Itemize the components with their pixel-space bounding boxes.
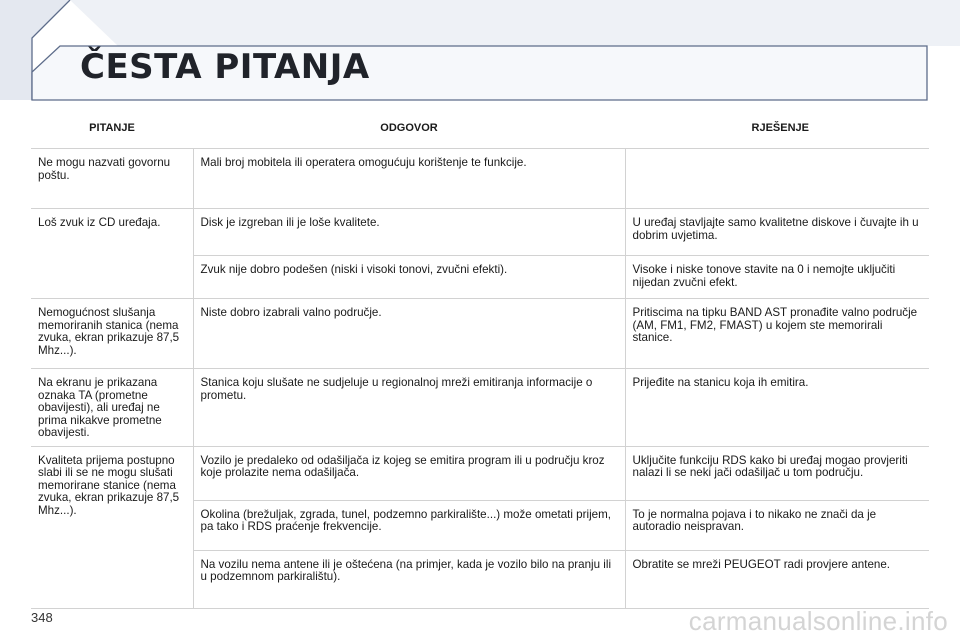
answer-cell: Zvuk nije dobro podešen (niski i visoki tonovi, zvučni efekti). xyxy=(193,256,625,299)
question-cell: Loš zvuk iz CD uređaja. xyxy=(31,209,193,299)
table-row xyxy=(31,149,929,209)
question-cell: Na ekranu je prikazana oznaka TA (prometne obavijesti), ali uređaj ne prima nikakve prometne obavijesti. xyxy=(31,369,193,447)
solution-cell: To je normalna pojava i to nikako ne znači da je autoradio neispravan. xyxy=(625,500,929,550)
answer-cell: Disk je izgreban ili je loše kvalitete. xyxy=(193,209,625,256)
table-row xyxy=(31,446,929,500)
question-cell: Nemogućnost slušanja memoriranih stanica (nema zvuka, ekran prikazuje 87,5 Mhz...). xyxy=(31,299,193,369)
solution-cell xyxy=(625,149,929,209)
answer-cell: Niste dobro izabrali valno područje. xyxy=(193,299,625,369)
faq-table xyxy=(31,108,929,609)
watermark: carmanualsonline.info xyxy=(688,606,948,636)
answer-cell: Vozilo je predaleko od odašiljača iz kojeg se emitira program ili u području kroz koje prolazite nema odašiljača. xyxy=(193,446,625,500)
answer-cell: Okolina (brežuljak, zgrada, tunel, podzemno parkiralište...) može ometati prijem, pa tako i RDS praćenje frekvencije. xyxy=(193,500,625,550)
solution-cell: Visoke i niske tonove stavite na 0 i nemojte uključiti nijedan zvučni efekt. xyxy=(625,256,929,299)
answer-cell: Na vozilu nema antene ili je oštećena (na primjer, kada je vozilo bilo na pranju ili u podzemnom parkiralištu). xyxy=(193,550,625,608)
answer-cell: Mali broj mobitela ili operatera omogućuju korištenje te funkcije. xyxy=(193,149,625,209)
solution-cell: Uključite funkciju RDS kako bi uređaj mogao provjeriti nalazi li se neki jači odašiljač u tom području. xyxy=(625,446,929,500)
table-row xyxy=(31,209,929,256)
page-number: 348 xyxy=(31,610,53,625)
question-cell: Kvaliteta prijema postupno slabi ili se ne mogu slušati memorirane stanice (nema zvuka, ekran prikazuje 87,5 Mhz...). xyxy=(31,446,193,608)
answer-cell: Stanica koju slušate ne sudjeluje u regionalnoj mreži emitiranja informacije o prometu. xyxy=(193,369,625,447)
header-answer: ODGOVOR xyxy=(193,108,625,149)
solution-cell: Obratite se mreži PEUGEOT radi provjere antene. xyxy=(625,550,929,608)
header-question: PITANJE xyxy=(31,108,193,149)
solution-cell: Prijeđite na stanicu koja ih emitira. xyxy=(625,369,929,447)
solution-cell: U uređaj stavljajte samo kvalitetne diskove i čuvajte ih u dobrim uvjetima. xyxy=(625,209,929,256)
table-row xyxy=(31,369,929,447)
table-header-row xyxy=(31,108,929,149)
solution-cell: Pritiscima na tipku BAND AST pronađite valno područje (AM, FM1, FM2, FMAST) u kojem ste memorirali stanice. xyxy=(625,299,929,369)
question-cell: Ne mogu nazvati govornu poštu. xyxy=(31,149,193,209)
header-solution: RJEŠENJE xyxy=(625,108,929,149)
page-title: ČESTA PITANJA xyxy=(80,47,370,87)
table-row xyxy=(31,299,929,369)
